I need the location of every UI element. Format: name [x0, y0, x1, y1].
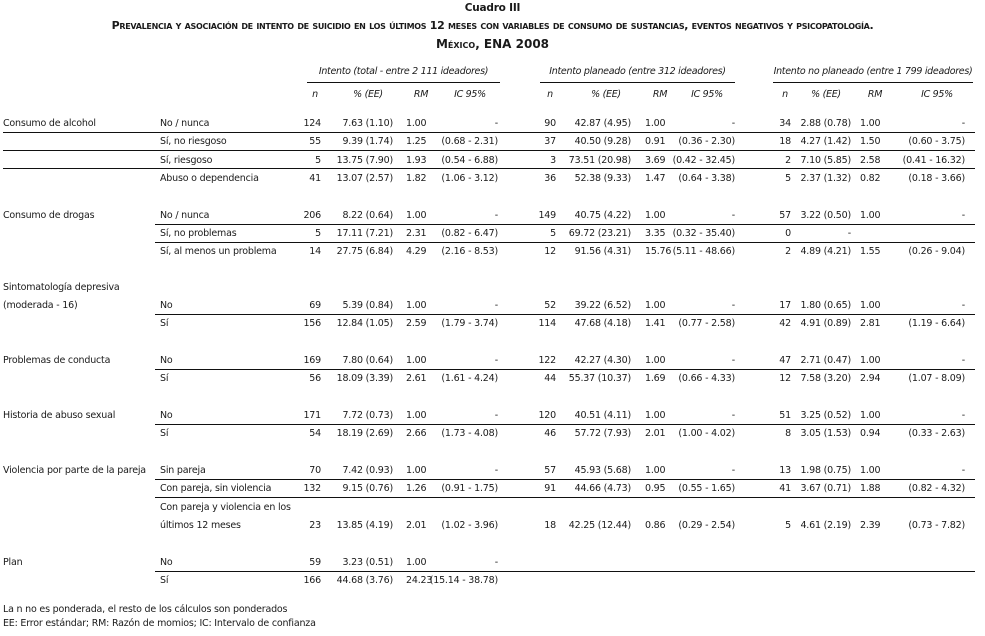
no_planeado-rm-value: 1.00 [860, 210, 881, 221]
no_planeado-n-value: 18 [779, 136, 791, 147]
total-rm-value: 1.82 [406, 173, 427, 184]
planeado-ic95-value: (0.32 - 35.40) [672, 228, 735, 239]
total-pct-ee-value: 9.39 (1.74) [342, 136, 393, 147]
no_planeado-n-value: 2 [785, 155, 791, 166]
total-pct-ee-value: 18.19 (2.69) [336, 428, 393, 439]
planeado-n-value: 122 [538, 355, 556, 366]
total-rm-value: 2.61 [406, 373, 427, 384]
planeado-rm-value: 1.00 [645, 210, 666, 221]
planeado-rm-value: 1.69 [645, 373, 666, 384]
row-divider [155, 479, 975, 480]
total-ic95-value: - [494, 355, 498, 366]
planeado-ic95-value: - [731, 118, 735, 129]
no_planeado-n-value: 42 [779, 318, 791, 329]
variable-label: Violencia por parte de la pareja [3, 465, 146, 476]
planeado-rm-value: 15.76 [645, 246, 672, 257]
total-n-value: 69 [309, 300, 321, 311]
planeado-rm-value: 1.41 [645, 318, 666, 329]
planeado-pct-ee-value: 47.68 (4.18) [574, 318, 631, 329]
planeado-pct-ee-value: 42.27 (4.30) [574, 355, 631, 366]
no_planeado-pct-ee-value: 7.10 (5.85) [800, 155, 851, 166]
total-pct-ee-value: 9.15 (0.76) [342, 483, 393, 494]
no_planeado-ic95-value: - [961, 410, 965, 421]
row-divider [155, 424, 975, 425]
planeado-n-value: 44 [544, 373, 556, 384]
group-header-rule [540, 82, 735, 83]
total-ic95-value: (0.54 - 6.88) [441, 155, 498, 166]
no_planeado-pct-ee-value: 2.88 (0.78) [800, 118, 851, 129]
total-n-value: 5 [315, 228, 321, 239]
no_planeado-pct-ee-value: 1.80 (0.65) [800, 300, 851, 311]
total-pct-ee-value: 13.07 (2.57) [336, 173, 393, 184]
row-divider [155, 571, 975, 572]
total-n-value: 55 [309, 136, 321, 147]
no_planeado-pct-ee-value: 3.67 (0.71) [800, 483, 851, 494]
planeado-ic95-value: (0.66 - 4.33) [678, 373, 735, 384]
no_planeado-ic95-value: - [961, 355, 965, 366]
planeado-ic95-value: - [731, 210, 735, 221]
category-label: No [160, 410, 173, 421]
planeado-ic95-value: - [731, 300, 735, 311]
total-pct-ee-value: 7.63 (1.10) [342, 118, 393, 129]
no_planeado-rm-value: 0.82 [860, 173, 881, 184]
planeado-n-value: 114 [538, 318, 556, 329]
no_planeado-ic95-value: (0.33 - 2.63) [908, 428, 965, 439]
total-ic95-value: (1.73 - 4.08) [441, 428, 498, 439]
total-ic95-value: (0.68 - 2.31) [441, 136, 498, 147]
planeado-pct-ee-value: 42.87 (4.95) [574, 118, 631, 129]
column-header-rm: RM [413, 89, 429, 100]
no_planeado-rm-value: 0.94 [860, 428, 881, 439]
column-header-n: n [782, 89, 788, 100]
category-label: Sí, no riesgoso [160, 136, 227, 147]
column-header-ic95: IC 95% [691, 89, 723, 100]
no_planeado-n-value: 57 [779, 210, 791, 221]
total-ic95-value: (0.82 - 6.47) [441, 228, 498, 239]
row-divider [155, 369, 975, 370]
total-rm-value: 2.01 [406, 520, 427, 531]
no_planeado-rm-value: 2.81 [860, 318, 881, 329]
category-label: Con pareja, sin violencia [160, 483, 272, 494]
total-rm-value: 1.00 [406, 465, 427, 476]
total-rm-value: 2.59 [406, 318, 427, 329]
row-divider [155, 242, 975, 243]
no_planeado-n-value: 8 [785, 428, 791, 439]
table-title: Prevalencia y asociación de intento de suicidio en los últimos 12 meses con variables de consumo de sustancias, eventos negativos y psicopatología. [111, 19, 874, 32]
planeado-ic95-value: (1.00 - 4.02) [678, 428, 735, 439]
planeado-pct-ee-value: 40.50 (9.28) [574, 136, 631, 147]
row-divider [3, 168, 975, 169]
planeado-pct-ee-value: 42.25 (12.44) [568, 520, 631, 531]
no_planeado-rm-value: 1.00 [860, 465, 881, 476]
planeado-rm-value: 1.00 [645, 410, 666, 421]
no_planeado-n-value: 2 [785, 246, 791, 257]
total-n-value: 132 [303, 483, 321, 494]
category-label-cont: últimos 12 meses [160, 520, 241, 531]
total-n-value: 70 [309, 465, 321, 476]
planeado-n-value: 12 [544, 246, 556, 257]
planeado-ic95-value: (0.36 - 2.30) [678, 136, 735, 147]
total-pct-ee-value: 13.75 (7.90) [336, 155, 393, 166]
total-ic95-value: (0.91 - 1.75) [441, 483, 498, 494]
no_planeado-n-value: 34 [779, 118, 791, 129]
total-ic95-value: (1.02 - 3.96) [441, 520, 498, 531]
no_planeado-ic95-value: (1.07 - 8.09) [908, 373, 965, 384]
category-label: No / nunca [160, 118, 210, 129]
planeado-n-value: 149 [538, 210, 556, 221]
no_planeado-rm-value: 1.55 [860, 246, 881, 257]
no_planeado-rm-value: 1.00 [860, 118, 881, 129]
planeado-rm-value: 1.00 [645, 465, 666, 476]
total-ic95-value: (1.06 - 3.12) [441, 173, 498, 184]
total-n-value: 171 [303, 410, 321, 421]
row-divider [3, 150, 975, 151]
total-pct-ee-value: 44.68 (3.76) [336, 575, 393, 586]
total-n-value: 41 [309, 173, 321, 184]
no_planeado-rm-value: 2.94 [860, 373, 881, 384]
variable-label: Consumo de drogas [3, 210, 95, 221]
no_planeado-n-value: 41 [779, 483, 791, 494]
column-header-pct-ee: % (EE) [811, 89, 841, 100]
footnote-weighting: La n no es ponderada, el resto de los cálculos son ponderados [3, 604, 288, 615]
column-header-ic95: IC 95% [921, 89, 953, 100]
planeado-n-value: 46 [544, 428, 556, 439]
total-n-value: 59 [309, 557, 321, 568]
planeado-rm-value: 0.95 [645, 483, 666, 494]
group-header-total: Intento (total - entre 2 111 ideadores) [318, 66, 489, 77]
variable-label: Sintomatología depresiva [3, 282, 120, 293]
column-header-pct-ee: % (EE) [353, 89, 383, 100]
total-pct-ee-value: 17.11 (7.21) [336, 228, 393, 239]
total-ic95-value: - [494, 557, 498, 568]
planeado-ic95-value: - [731, 465, 735, 476]
no_planeado-pct-ee-value: 4.61 (2.19) [800, 520, 851, 531]
variable-label: Historia de abuso sexual [3, 410, 116, 421]
planeado-ic95-value: - [731, 355, 735, 366]
planeado-n-value: 90 [544, 118, 556, 129]
category-label: Sí, no problemas [160, 228, 237, 239]
no_planeado-ic95-value: (0.73 - 7.82) [908, 520, 965, 531]
category-label: Con pareja y violencia en los [160, 502, 291, 513]
row-divider [155, 314, 975, 315]
total-n-value: 14 [309, 246, 321, 257]
column-header-n: n [312, 89, 318, 100]
total-rm-value: 1.00 [406, 118, 427, 129]
total-rm-value: 2.66 [406, 428, 427, 439]
no_planeado-rm-value: 1.50 [860, 136, 881, 147]
no_planeado-ic95-value: (0.26 - 9.04) [908, 246, 965, 257]
no_planeado-rm-value: 2.58 [860, 155, 881, 166]
planeado-ic95-value: (5.11 - 48.66) [672, 246, 735, 257]
planeado-pct-ee-value: 40.75 (4.22) [574, 210, 631, 221]
planeado-rm-value: 3.69 [645, 155, 666, 166]
total-ic95-value: (1.79 - 3.74) [441, 318, 498, 329]
column-header-rm: RM [867, 89, 883, 100]
planeado-rm-value: 2.01 [645, 428, 666, 439]
planeado-pct-ee-value: 45.93 (5.68) [574, 465, 631, 476]
no_planeado-ic95-value: - [961, 300, 965, 311]
no_planeado-pct-ee-value: 7.58 (3.20) [800, 373, 851, 384]
column-header-pct-ee: % (EE) [591, 89, 621, 100]
no_planeado-pct-ee-value: 4.91 (0.89) [800, 318, 851, 329]
planeado-n-value: 52 [544, 300, 556, 311]
total-pct-ee-value: 7.72 (0.73) [342, 410, 393, 421]
table-number: Cuadro III [464, 2, 521, 14]
total-n-value: 166 [303, 575, 321, 586]
planeado-n-value: 120 [538, 410, 556, 421]
no_planeado-pct-ee-value: 4.27 (1.42) [800, 136, 851, 147]
total-rm-value: 2.31 [406, 228, 427, 239]
planeado-ic95-value: (0.55 - 1.65) [678, 483, 735, 494]
planeado-rm-value: 1.00 [645, 355, 666, 366]
planeado-rm-value: 0.86 [645, 520, 666, 531]
total-rm-value: 1.00 [406, 300, 427, 311]
planeado-n-value: 3 [550, 155, 556, 166]
planeado-pct-ee-value: 52.38 (9.33) [574, 173, 631, 184]
no_planeado-pct-ee-value: 4.89 (4.21) [800, 246, 851, 257]
planeado-rm-value: 3.35 [645, 228, 666, 239]
planeado-pct-ee-value: 55.37 (10.37) [568, 373, 631, 384]
total-ic95-value: - [494, 300, 498, 311]
no_planeado-ic95-value: (0.18 - 3.66) [908, 173, 965, 184]
column-header-ic95: IC 95% [454, 89, 486, 100]
planeado-rm-value: 0.91 [645, 136, 666, 147]
total-rm-value: 24.23 [406, 575, 433, 586]
total-ic95-value: - [494, 118, 498, 129]
category-label: Sí [160, 428, 169, 439]
group-header-no_planeado: Intento no planeado (entre 1 799 ideadores) [773, 66, 973, 77]
no_planeado-rm-value: 1.00 [860, 355, 881, 366]
planeado-n-value: 18 [544, 520, 556, 531]
planeado-pct-ee-value: 69.72 (23.21) [568, 228, 631, 239]
no_planeado-n-value: 47 [779, 355, 791, 366]
category-label: Abuso o dependencia [160, 173, 259, 184]
no_planeado-ic95-value: - [961, 118, 965, 129]
no_planeado-n-value: 51 [779, 410, 791, 421]
total-n-value: 23 [309, 520, 321, 531]
total-rm-value: 1.00 [406, 410, 427, 421]
planeado-ic95-value: - [731, 410, 735, 421]
no_planeado-rm-value: 1.00 [860, 410, 881, 421]
planeado-rm-value: 1.47 [645, 173, 666, 184]
no_planeado-pct-ee-value: 3.05 (1.53) [800, 428, 851, 439]
total-pct-ee-value: 7.80 (0.64) [342, 355, 393, 366]
no_planeado-ic95-value: - [961, 465, 965, 476]
column-header-n: n [547, 89, 553, 100]
no_planeado-n-value: 13 [779, 465, 791, 476]
total-ic95-value: (2.16 - 8.53) [441, 246, 498, 257]
group-header-rule [773, 82, 973, 83]
no_planeado-rm-value: 1.88 [860, 483, 881, 494]
no_planeado-rm-value: 1.00 [860, 300, 881, 311]
total-ic95-value: (1.61 - 4.24) [441, 373, 498, 384]
planeado-ic95-value: (0.77 - 2.58) [678, 318, 735, 329]
total-pct-ee-value: 5.39 (0.84) [342, 300, 393, 311]
total-pct-ee-value: 3.23 (0.51) [342, 557, 393, 568]
category-label: No [160, 557, 173, 568]
planeado-pct-ee-value: 73.51 (20.98) [568, 155, 631, 166]
total-pct-ee-value: 7.42 (0.93) [342, 465, 393, 476]
no_planeado-ic95-value: (1.19 - 6.64) [908, 318, 965, 329]
no_planeado-pct-ee-value: 3.25 (0.52) [800, 410, 851, 421]
total-rm-value: 1.00 [406, 210, 427, 221]
total-rm-value: 4.29 [406, 246, 427, 257]
total-ic95-value: - [494, 210, 498, 221]
variable-label: Consumo de alcohol [3, 118, 96, 129]
no_planeado-pct-ee-value: 1.98 (0.75) [800, 465, 851, 476]
no_planeado-ic95-value: (0.82 - 4.32) [908, 483, 965, 494]
category-label: Sin pareja [160, 465, 206, 476]
total-n-value: 5 [315, 155, 321, 166]
category-label: Sí [160, 373, 169, 384]
footnote-abbreviations: EE: Error estándar; RM: Razón de momios; IC: Intervalo de confianza [3, 618, 316, 629]
group-header-planeado: Intento planeado (entre 312 ideadores) [549, 66, 726, 77]
planeado-n-value: 57 [544, 465, 556, 476]
total-n-value: 56 [309, 373, 321, 384]
total-pct-ee-value: 12.84 (1.05) [336, 318, 393, 329]
category-label: Sí [160, 575, 169, 586]
planeado-n-value: 36 [544, 173, 556, 184]
planeado-ic95-value: (0.29 - 2.54) [678, 520, 735, 531]
planeado-pct-ee-value: 40.51 (4.11) [574, 410, 631, 421]
no_planeado-n-value: 0 [785, 228, 791, 239]
no_planeado-rm-value: 2.39 [860, 520, 881, 531]
no_planeado-pct-ee-value: 2.37 (1.32) [800, 173, 851, 184]
planeado-ic95-value: (0.64 - 3.38) [678, 173, 735, 184]
total-pct-ee-value: 13.85 (4.19) [336, 520, 393, 531]
group-header-rule [307, 82, 500, 83]
total-ic95-value: - [494, 465, 498, 476]
no_planeado-n-value: 12 [779, 373, 791, 384]
no_planeado-n-value: 17 [779, 300, 791, 311]
planeado-rm-value: 1.00 [645, 118, 666, 129]
total-rm-value: 1.00 [406, 355, 427, 366]
planeado-n-value: 37 [544, 136, 556, 147]
category-label: No [160, 355, 173, 366]
no_planeado-n-value: 5 [785, 520, 791, 531]
no_planeado-ic95-value: (0.41 - 16.32) [902, 155, 965, 166]
planeado-pct-ee-value: 39.22 (6.52) [574, 300, 631, 311]
variable-label-cont: (moderada - 16) [3, 300, 78, 311]
no_planeado-pct-ee-value: 3.22 (0.50) [800, 210, 851, 221]
total-n-value: 156 [303, 318, 321, 329]
row-divider [155, 224, 975, 225]
total-ic95-value: - [494, 410, 498, 421]
no_planeado-pct-ee-value: - [847, 228, 851, 239]
category-label: Sí, riesgoso [160, 155, 213, 166]
no_planeado-pct-ee-value: 2.71 (0.47) [800, 355, 851, 366]
category-label: No / nunca [160, 210, 210, 221]
planeado-rm-value: 1.00 [645, 300, 666, 311]
total-pct-ee-value: 27.75 (6.84) [336, 246, 393, 257]
total-rm-value: 1.00 [406, 557, 427, 568]
variable-label: Problemas de conducta [3, 355, 111, 366]
total-n-value: 124 [303, 118, 321, 129]
row-divider [3, 132, 975, 133]
no_planeado-n-value: 5 [785, 173, 791, 184]
table-subtitle: México, ENA 2008 [435, 37, 550, 51]
total-n-value: 54 [309, 428, 321, 439]
planeado-n-value: 5 [550, 228, 556, 239]
column-header-rm: RM [652, 89, 668, 100]
planeado-pct-ee-value: 91.56 (4.31) [574, 246, 631, 257]
planeado-pct-ee-value: 44.66 (4.73) [574, 483, 631, 494]
total-rm-value: 1.93 [406, 155, 427, 166]
category-label: Sí [160, 318, 169, 329]
planeado-n-value: 91 [544, 483, 556, 494]
total-rm-value: 1.25 [406, 136, 427, 147]
total-rm-value: 1.26 [406, 483, 427, 494]
total-pct-ee-value: 18.09 (3.39) [336, 373, 393, 384]
total-n-value: 169 [303, 355, 321, 366]
total-pct-ee-value: 8.22 (0.64) [342, 210, 393, 221]
no_planeado-ic95-value: (0.60 - 3.75) [908, 136, 965, 147]
planeado-pct-ee-value: 57.72 (7.93) [574, 428, 631, 439]
planeado-ic95-value: (0.42 - 32.45) [672, 155, 735, 166]
no_planeado-ic95-value: - [961, 210, 965, 221]
variable-label: Plan [3, 557, 23, 568]
row-divider [155, 497, 975, 498]
total-ic95-value: (15.14 - 38.78) [429, 575, 498, 586]
total-n-value: 206 [303, 210, 321, 221]
category-label: No [160, 300, 173, 311]
category-label: Sí, al menos un problema [160, 246, 277, 257]
